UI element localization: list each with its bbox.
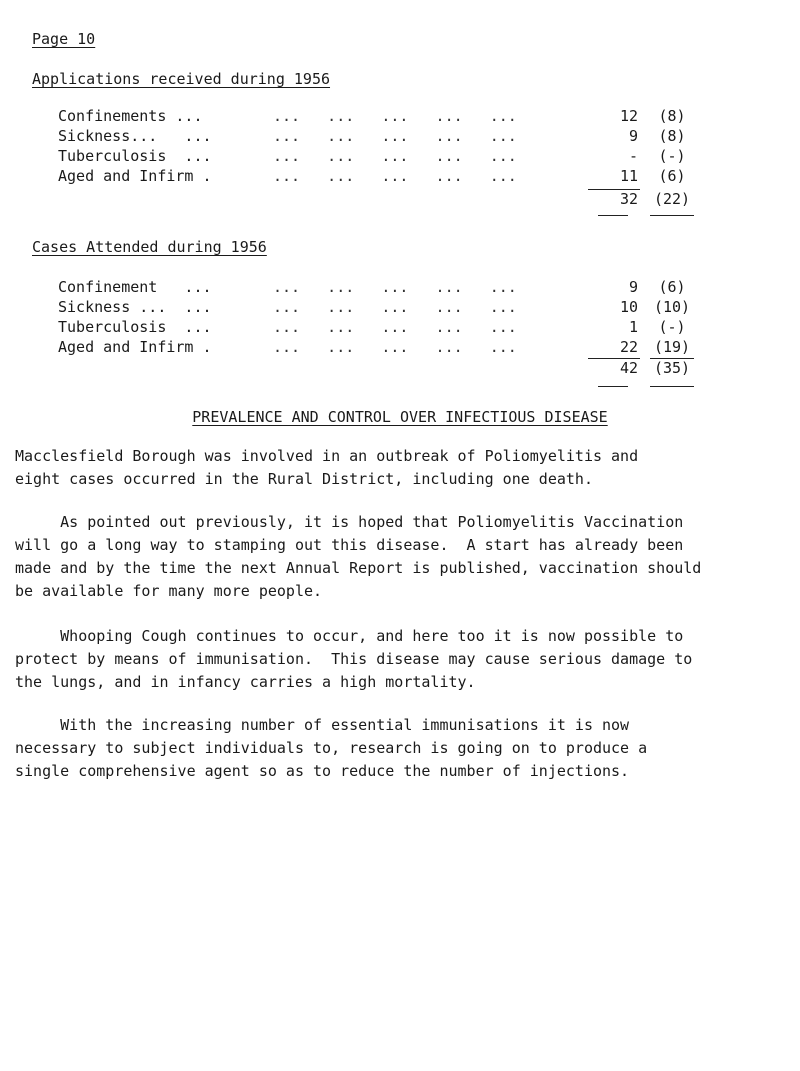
table-row <box>58 318 718 338</box>
leader-dots: ... ... ... ... ... <box>273 167 517 185</box>
row-paren-value: (-) <box>658 147 686 165</box>
page-label: Page 10 <box>32 30 96 48</box>
applications-heading: Applications received during 1956 <box>32 70 331 88</box>
total-row <box>58 359 718 379</box>
row-label: Confinements ... <box>58 107 203 125</box>
row-paren-value: (8) <box>658 107 686 125</box>
paragraph: Macclesfield Borough was involved in an outbreak of Poliomyelitis and eight cases occurred in the Rural District, including one death. <box>15 447 639 488</box>
row-paren-value: (6) <box>658 278 686 296</box>
table-row <box>58 127 718 147</box>
row-value: 12 <box>619 107 638 125</box>
row-label: Sickness ... ... <box>58 298 212 316</box>
row-label: Tuberculosis ... <box>58 318 212 336</box>
row-label: Aged and Infirm . <box>58 167 212 185</box>
table-row <box>58 298 718 318</box>
table-row <box>58 167 718 187</box>
table-row <box>58 107 718 127</box>
row-paren-value: (19) <box>653 338 691 356</box>
row-paren-value: (6) <box>658 167 686 185</box>
total-rule <box>650 386 694 387</box>
total-row <box>58 190 718 210</box>
row-label: Confinement ... <box>58 278 212 296</box>
paragraph: As pointed out previously, it is hoped that Poliomyelitis Vaccination will go a long way to stamping out this disease. A start has already been made and by the time the next Annual Report is published, vaccination should be available for many more people. <box>15 513 702 600</box>
row-label: Sickness... ... <box>58 127 212 145</box>
paragraph: With the increasing number of essential immunisations it is now necessary to subject individuals to, research is going on to produce a single comprehensive agent so as to reduce the number of injections. <box>15 716 648 780</box>
cases-heading: Cases Attended during 1956 <box>32 238 267 256</box>
leader-dots: ... ... ... ... ... <box>273 318 517 336</box>
table-row <box>58 147 718 167</box>
paragraph: Whooping Cough continues to occur, and here too it is now possible to protect by means of immunisation. This disease may cause serious damage to the lungs, and in infancy carries a high mortality. <box>15 627 693 691</box>
row-value: 11 <box>619 167 638 185</box>
total-paren-value: (22) <box>653 190 691 208</box>
leader-dots: ... ... ... ... ... <box>273 278 517 296</box>
row-label: Aged and Infirm . <box>58 338 212 356</box>
leader-dots: ... ... ... ... ... <box>273 127 517 145</box>
row-value: 10 <box>619 298 638 316</box>
total-value: 32 <box>619 190 638 208</box>
total-rule <box>598 386 628 387</box>
row-value: 9 <box>628 278 638 296</box>
total-paren-value: (35) <box>653 359 691 377</box>
row-paren-value: (10) <box>653 298 691 316</box>
row-value: 22 <box>619 338 638 356</box>
section-heading: PREVALENCE AND CONTROL OVER INFECTIOUS DISEASE <box>192 408 608 426</box>
row-label: Tuberculosis ... <box>58 147 212 165</box>
leader-dots: ... ... ... ... ... <box>273 147 517 165</box>
total-rule <box>598 215 628 216</box>
leader-dots: ... ... ... ... ... <box>273 298 517 316</box>
row-paren-value: (-) <box>658 318 686 336</box>
row-value: 9 <box>628 127 638 145</box>
leader-dots: ... ... ... ... ... <box>273 107 517 125</box>
row-paren-value: (8) <box>658 127 686 145</box>
total-value: 42 <box>619 359 638 377</box>
leader-dots: ... ... ... ... ... <box>273 338 517 356</box>
table-row <box>58 278 718 298</box>
row-value: - <box>628 147 638 165</box>
total-rule <box>650 215 694 216</box>
table-row <box>58 338 718 358</box>
row-value: 1 <box>628 318 638 336</box>
